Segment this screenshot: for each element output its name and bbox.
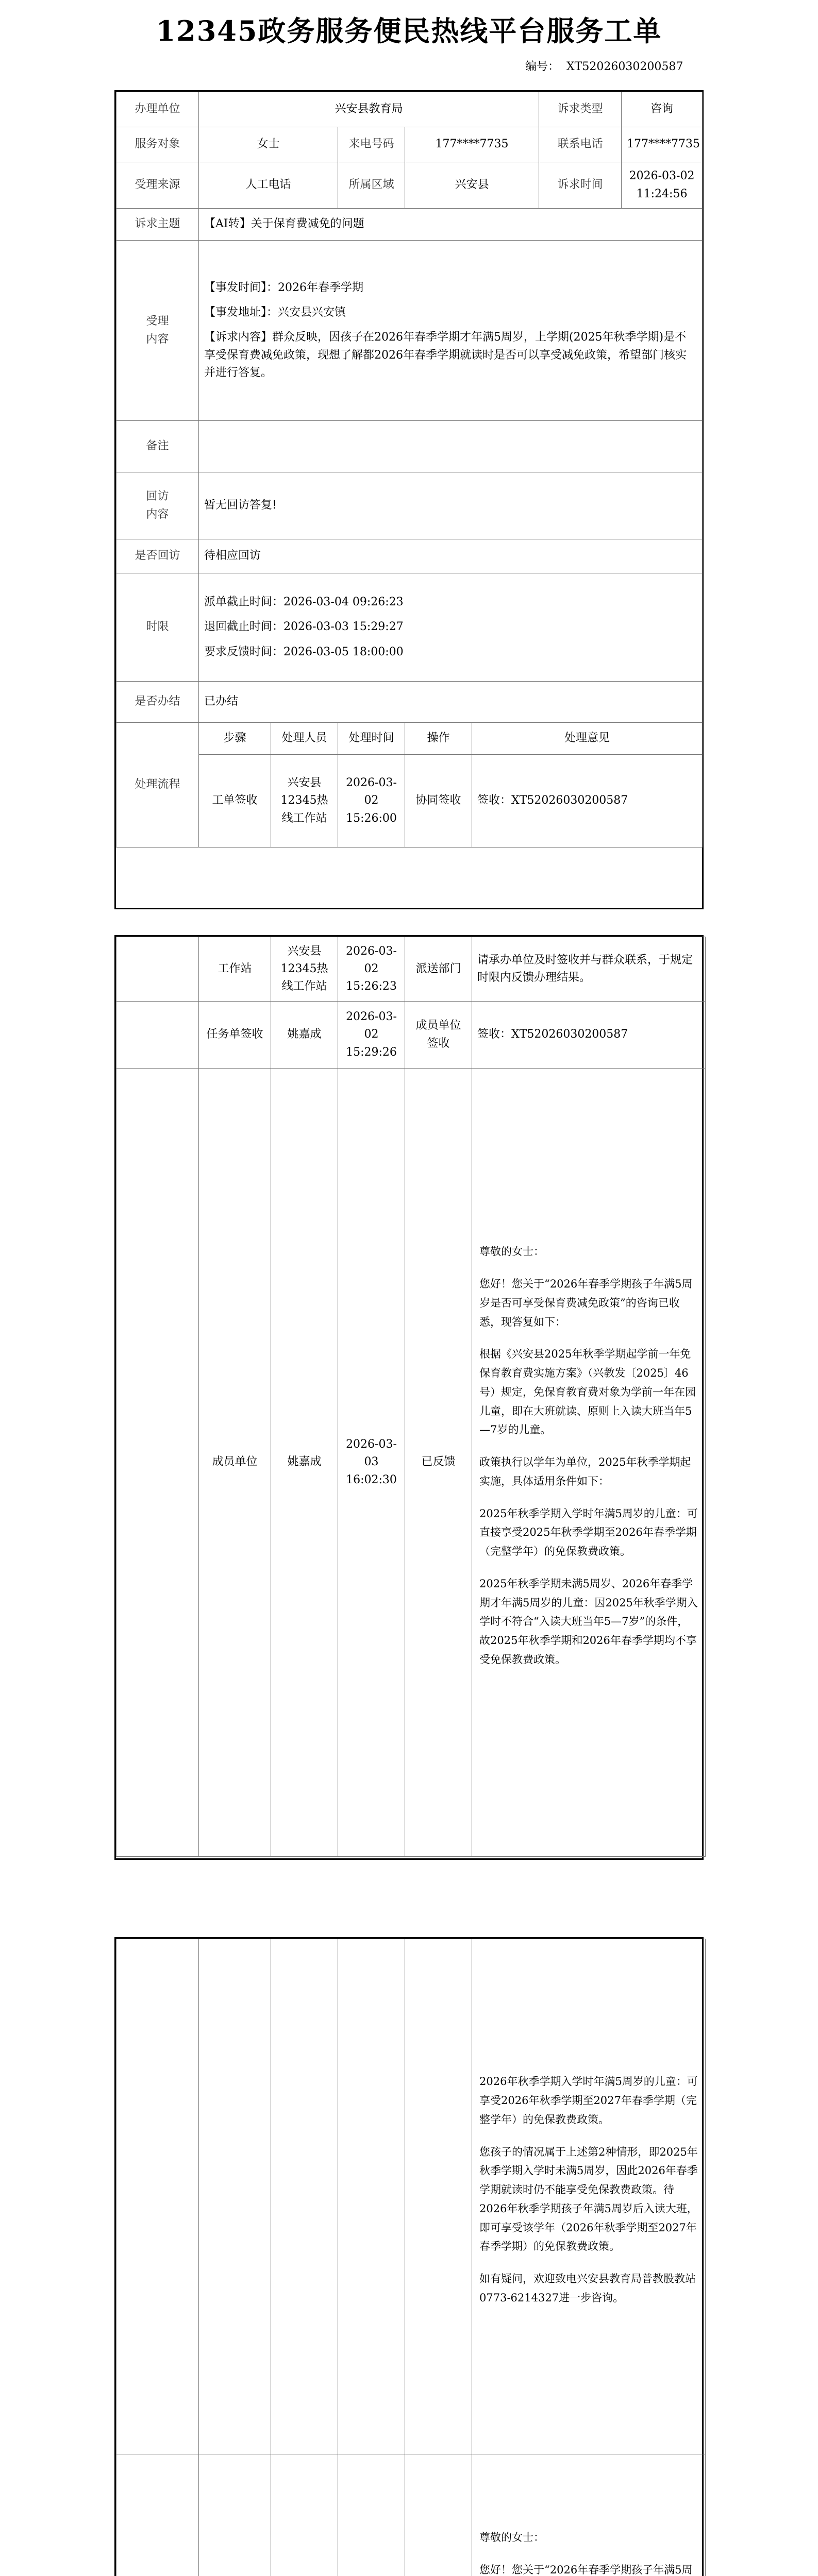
flow-time: 2026-03-02 15:26:00	[338, 755, 405, 848]
reply-paragraph: 您好！您关于“2026年春季学期孩子年满5周	[479, 2563, 693, 2576]
flow-row	[116, 755, 703, 848]
reply-paragraph: 2025年秋季学期未满5周岁、2026年春季学期才年满5周岁的儿童：因2025年秋季学期入学时不符合“入读大班当年5—7岁”的条件，故2025年秋季学期和2026年春季学期均不享受免保教费政策。	[479, 1577, 698, 1666]
content-label: 受理 内容	[116, 241, 199, 421]
time-label: 诉求时间	[539, 162, 622, 209]
flow-header-step: 步骤	[199, 723, 271, 755]
flow-opinion: 请承办单位及时签收并与群众联系，于规定时限内反馈办理结果。	[472, 937, 706, 1002]
target-label: 服务对象	[116, 127, 199, 162]
ticket-table	[116, 92, 703, 848]
channel-label: 受理来源	[116, 162, 199, 209]
reply-paragraph: 政策执行以学年为单位，2025年秋季学期起实施，具体适用条件如下：	[479, 1456, 691, 1487]
reply-text	[472, 1069, 706, 1857]
is-visited-label: 是否回访	[116, 539, 199, 573]
page-3	[0, 1937, 818, 2576]
flow-time	[338, 2454, 405, 2576]
flow-op: 派送部门	[405, 937, 472, 1002]
flow-step	[199, 2454, 271, 2576]
time-value: 2026-03-02 11:24:56	[622, 162, 703, 209]
flow-person: 兴安县12345热线工作站	[271, 937, 338, 1002]
event-time: 【事发时间】：2026年春季学期	[204, 281, 363, 295]
area-label: 所属区域	[338, 162, 405, 209]
area-value: 兴安县	[405, 162, 539, 209]
page-1	[0, 0, 818, 912]
serial-label: 编号：	[525, 60, 560, 73]
event-place: 【事发地址】：兴安县兴安镇	[204, 306, 346, 319]
flow-person: 兴安县12345热线工作站	[271, 755, 338, 848]
flow-op: 协同签收	[405, 755, 472, 848]
category-label: 诉求类型	[539, 92, 622, 127]
reply-paragraph: 根据《兴安县2025年秋季学期起学前一年免保育教育费实施方案》（兴教发〔2025〕46号）规定，免保育教育费对象为学前一年在园儿童，即在大班就读、原则上入读大班当年5—7岁的儿童。	[479, 1348, 696, 1436]
is-done-value: 已办结	[199, 682, 703, 723]
flow-step: 工作站	[199, 937, 271, 1002]
summary-label: 诉求主题	[116, 209, 199, 241]
ticket-form	[114, 90, 704, 909]
flow-time: 2026-03-03 16:02:30	[338, 1069, 405, 1857]
page-title: 12345政务服务便民热线平台服务工单	[156, 14, 662, 47]
reply-paragraph: 2025年秋季学期入学时年满5周岁的儿童：可直接享受2025年秋季学期至2026年春季学期（完整学年）的免保教费政策。	[479, 1507, 698, 1558]
page-2	[0, 935, 818, 1862]
flow-table-2	[116, 937, 706, 1857]
reply-greeting: 尊敬的女士：	[479, 1245, 544, 1258]
visit-content-value: 暂无回访答复!	[199, 472, 703, 539]
caller-phone-label: 来电号码	[338, 127, 405, 162]
flow-time: 2026-03-02 15:29:26	[338, 1002, 405, 1069]
flow-step: 工单签收	[199, 755, 271, 848]
flow-step: 成员单位	[199, 1069, 271, 1857]
channel-value: 人工电话	[199, 162, 338, 209]
flow-person: 姚嘉成	[271, 1069, 338, 1857]
deadline-label: 时限	[116, 573, 199, 682]
appeal-text: 【诉求内容】群众反映，因孩子在2026年春季学期才年满5周岁，上学期(2025年秋季学期)是不享受保育费减免政策，现想了解都2026年春季学期就读时是否可以享受减免政策，希望部门核实并进行答复。	[204, 331, 687, 379]
deadline-feedback: 要求反馈时间：2026-03-05 18:00:00	[204, 645, 404, 658]
flow-table-3	[116, 1939, 706, 2576]
serial-number	[518, 58, 683, 74]
caller-phone-value: 177****7735	[405, 127, 539, 162]
flow-row	[116, 937, 706, 1002]
target-value: 女士	[199, 127, 338, 162]
category-value: 咨询	[622, 92, 703, 127]
flow-time: 2026-03-02 15:26:23	[338, 937, 405, 1002]
reply-paragraph: 您好！您关于“2026年春季学期孩子年满5周岁是否可享受保育费减免政策”的咨询已收悉，现答复如下：	[479, 1278, 693, 1328]
flow-row	[116, 2454, 706, 2576]
flow-header-opinion: 处理意见	[472, 723, 703, 755]
flow-person: 姚嘉成	[271, 1002, 338, 1069]
remark-label: 备注	[116, 421, 199, 472]
flow-op: 已反馈	[405, 1069, 472, 1857]
is-visited-value: 待相应回访	[199, 539, 703, 573]
contact-phone-label: 联系电话	[539, 127, 622, 162]
summary-value: 【AI转】关于保育费减免的问题	[199, 209, 703, 241]
is-done-label: 是否办结	[116, 682, 199, 723]
reply-greeting: 尊敬的女士：	[479, 2531, 544, 2544]
reply-paragraph: 您孩子的情况属于上述第2种情形，即2025年秋季学期入学时未满5周岁，因此2026年春季学期就读时仍不能享受免保教费政策。待2026年秋季学期孩子年满5周岁后入读大班，即可享受该学年（2026年秋季学期至2027年春季学期）的免保教费政策。	[479, 2145, 698, 2253]
flow-op: 成员单位签收	[405, 1002, 472, 1069]
flow-header-person: 处理人员	[271, 723, 338, 755]
flow-person	[271, 2454, 338, 2576]
deadline-dispatch: 派单截止时间：2026-03-04 09:26:23	[204, 596, 404, 609]
flow-row	[116, 1002, 706, 1069]
visit-content-label: 回访 内容	[116, 472, 199, 539]
flow-continued-2	[114, 1937, 704, 2576]
deadline-value	[199, 573, 703, 682]
content-value	[199, 241, 703, 421]
flow-continued-1	[114, 935, 704, 1860]
reply-paragraph: 如有疑问，欢迎致电兴安县教育局普教股教站0773-6214327进一步咨询。	[479, 2273, 696, 2304]
flow-label: 处理流程	[116, 723, 199, 848]
remark-value	[199, 421, 703, 472]
flow-opinion: 签收：XT52026030200587	[472, 1002, 706, 1069]
deadline-return: 退回截止时间：2026-03-03 15:29:27	[204, 620, 404, 634]
flow-header-op: 操作	[405, 723, 472, 755]
flow-row	[116, 1069, 706, 1857]
flow-step: 任务单签收	[199, 1002, 271, 1069]
office-label: 办理单位	[116, 92, 199, 127]
reply-paragraph: 2026年秋季学期入学时年满5周岁的儿童：可享受2026年秋季学期至2027年春季学期（完整学年）的免保教费政策。	[479, 2075, 698, 2126]
serial-value: XT52026030200587	[566, 60, 683, 73]
flow-opinion: 签收：XT52026030200587	[472, 755, 703, 848]
flow-header-time: 处理时间	[338, 723, 405, 755]
flow-op	[405, 2454, 472, 2576]
office-value: 兴安县教育局	[199, 92, 539, 127]
audit-reply-text	[472, 2454, 706, 2576]
contact-phone-value: 177****7735	[622, 127, 703, 162]
reply-text-continued	[472, 1939, 706, 2454]
